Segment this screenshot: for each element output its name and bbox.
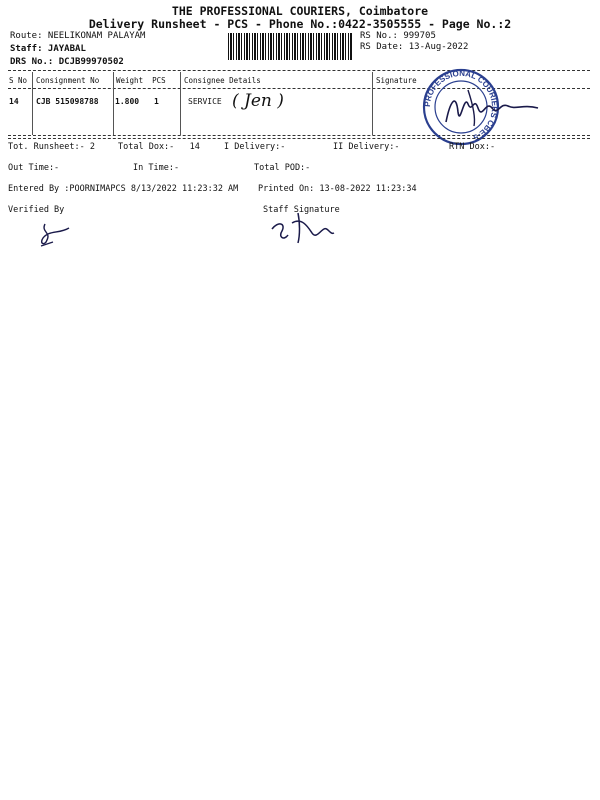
staff-signature [268,207,338,247]
column-divider [180,72,181,135]
tot-runsheet: Tot. Runsheet:- 2 [8,142,95,152]
printed-on: Printed On: 13-08-2022 11:23:34 [258,184,417,194]
entered-by: Entered By :POORNIMAPCS 8/13/2022 11:23:32 AM [8,184,239,194]
staff-label: Staff: JAYABAL [10,44,86,54]
i-delivery: I Delivery:- [224,142,286,152]
rs-number: RS No.: 999705 [360,31,436,41]
route-label: Route: NEELIKONAM PALAYAM [10,31,146,41]
total-pod: Total POD:- [254,163,311,173]
column-header-signature: Signature [376,76,417,85]
column-divider [32,72,33,135]
row-sno: 14 [9,97,19,106]
recipient-signature [438,82,548,132]
column-header-weight-pcs: Weight PCS [116,76,166,85]
in-time: In Time:- [133,163,180,173]
verifier-signature [35,220,75,250]
company-title: THE PROFESSIONAL COURIERS, Coimbatore [171,4,429,18]
row-pcs: 1 [154,97,159,106]
verified-by-label: Verified By [8,205,65,215]
rtn-dox: RTN Dox:- [449,142,496,152]
runsheet-subtitle: Delivery Runsheet - PCS - Phone No.:0422-3505555 - Page No.:2 [88,17,512,31]
stamp-text: PROFESSIONAL COURIERS CBE-5 [422,68,500,143]
column-divider [372,72,373,135]
totals-rule [8,138,590,139]
column-header-consignee: Consignee Details [184,76,261,85]
row-handwritten-note: ( Jen ) [232,91,284,111]
row-consignee: SERVICE [188,97,222,106]
row-consignment-no: CJB 515098788 [36,97,99,106]
column-header-consignment: Consignment No [36,76,100,85]
ii-delivery: II Delivery:- [333,142,400,152]
barcode [228,33,353,60]
table-top-rule [8,70,590,71]
drs-number: DRS No.: DCJB99970502 [10,57,124,67]
table-bottom-rule [8,135,590,136]
rs-date: RS Date: 13-Aug-2022 [360,42,469,52]
staff-signature-label: Staff Signature [263,205,340,215]
out-time: Out Time:- [8,163,60,173]
column-divider [113,72,114,135]
row-weight: 1.800 [115,97,140,106]
total-dox: Total Dox:- 14 [118,142,200,152]
column-header-sno: S No [9,76,28,85]
